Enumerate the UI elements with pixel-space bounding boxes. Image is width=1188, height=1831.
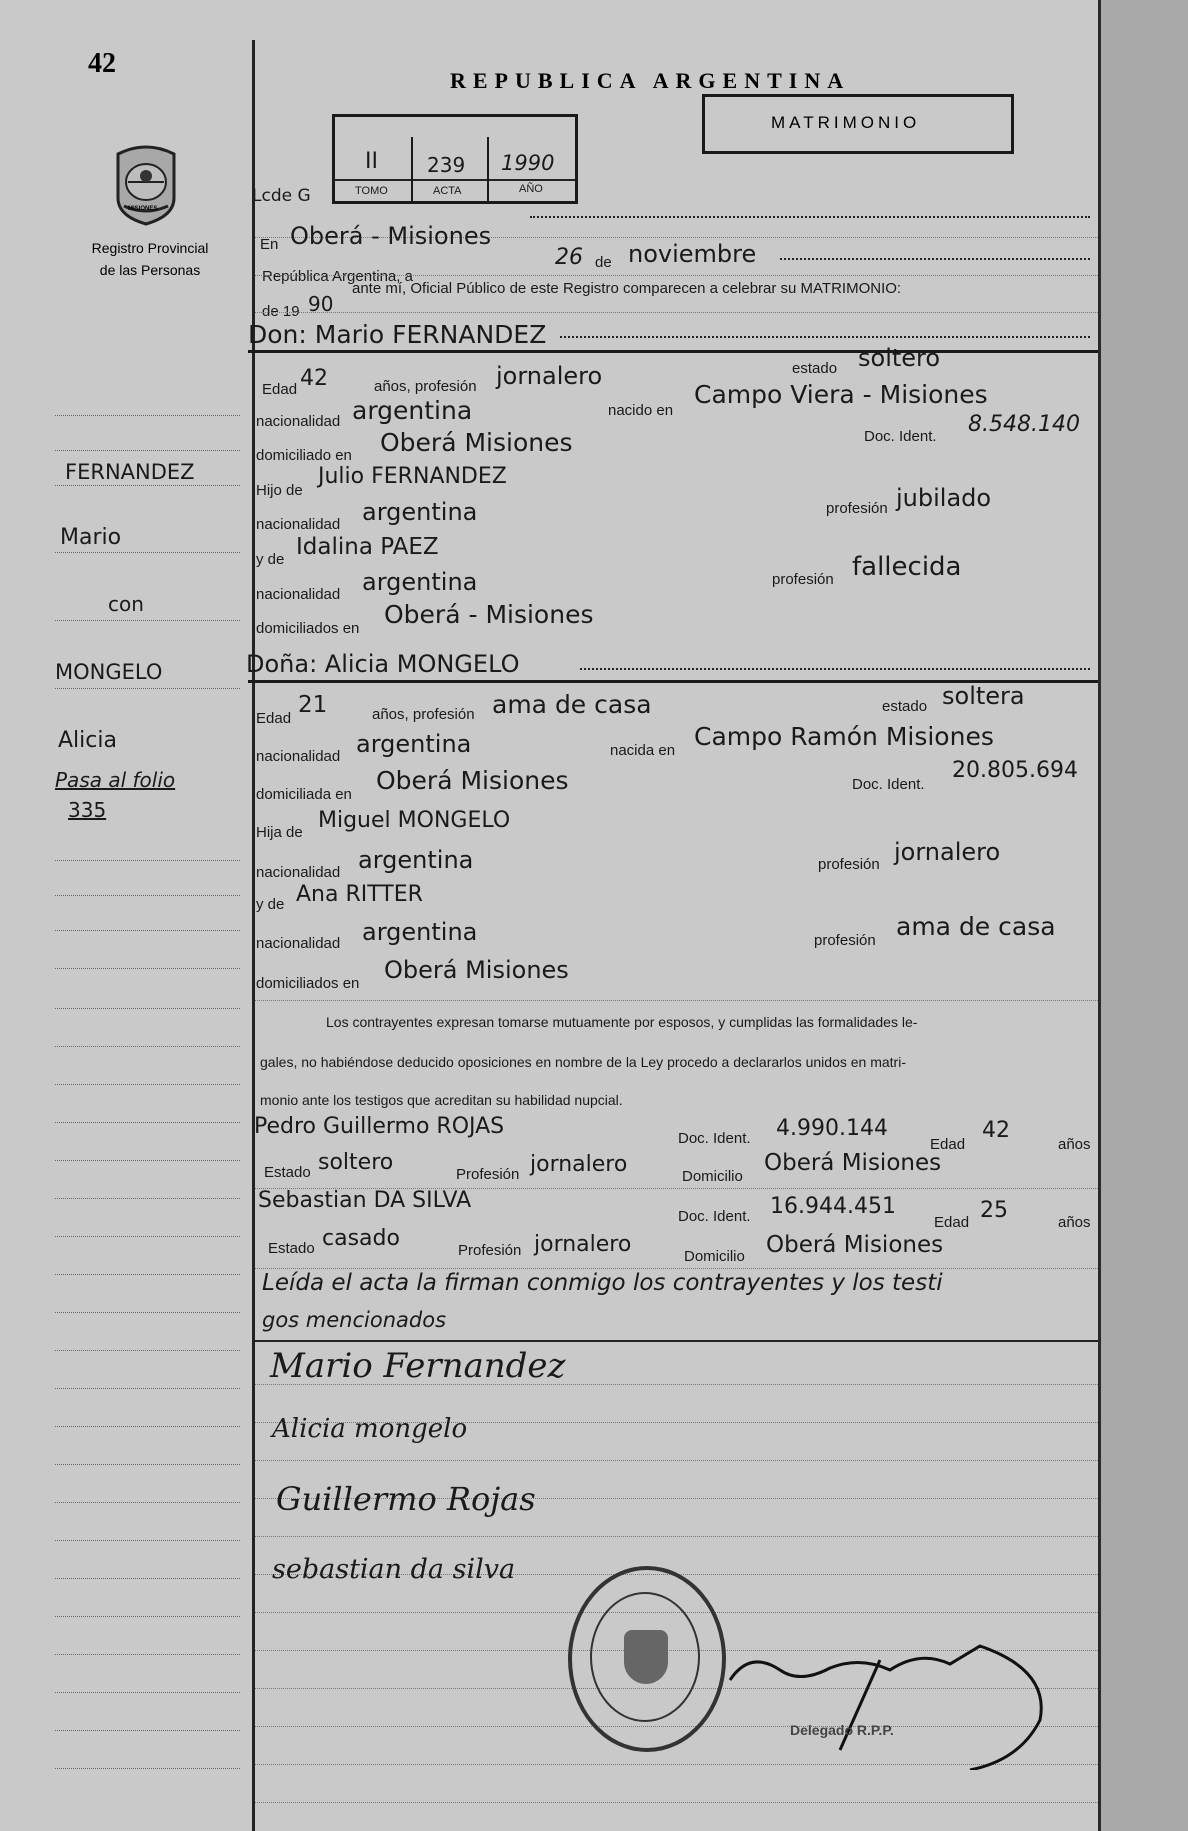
groom-section-rule — [248, 350, 1098, 353]
witness1-name: Pedro Guillermo ROJAS — [254, 1114, 505, 1139]
groom-hijo-label: Hijo de — [256, 482, 303, 499]
acta-label: ACTA — [433, 185, 462, 197]
bride-domicilio-label: domiciliada en — [256, 786, 352, 803]
groom-doc-label: Doc. Ident. — [864, 428, 937, 445]
register-box — [332, 114, 578, 204]
bride-padres-domicilio: Oberá Misiones — [384, 956, 569, 984]
margin-line — [55, 1768, 240, 1769]
groom-domicilio-label: domiciliado en — [256, 447, 352, 464]
groom-estado-label: estado — [792, 360, 838, 377]
bride-profesion: ama de casa — [492, 690, 652, 719]
margin-line — [55, 415, 240, 416]
margin-line — [55, 620, 240, 621]
groom-estado: soltero — [858, 344, 941, 372]
groom-nacido-en: Campo Viera - Misiones — [694, 380, 988, 409]
registry-name-line2: de las Personas — [99, 262, 201, 278]
groom-doc: 8.548.140 — [968, 412, 1080, 437]
witness2-signature: sebastian da silva — [272, 1554, 516, 1585]
acta-value: 239 — [427, 153, 466, 177]
year-prefix: de 19 — [262, 303, 300, 320]
groom-padre: Julio FERNANDEZ — [318, 464, 507, 489]
register-box-separator — [487, 137, 489, 201]
bride-yde-label: y de — [256, 896, 285, 913]
margin-line — [55, 485, 240, 486]
emblem-label: MISIONES — [128, 206, 158, 212]
page-edge — [1098, 0, 1101, 1831]
official-round-stamp — [568, 1566, 726, 1752]
witness1-signature: Guillermo Rojas — [276, 1480, 536, 1518]
declaration-line1: Los contrayentes expresan tomarse mutuamente por esposos, y cumplidas las formalidades le- — [326, 1014, 918, 1030]
margin-line — [55, 895, 240, 896]
witness1-prof-label: Profesión — [456, 1166, 520, 1183]
margin-line — [55, 1312, 240, 1313]
margin-line — [55, 1236, 240, 1237]
margin-line — [55, 1464, 240, 1465]
side-note: Lcde G — [252, 186, 311, 206]
witness2-name: Sebastian DA SILVA — [258, 1188, 472, 1213]
place-fill-line — [530, 216, 1090, 218]
groom-madre-profesion: fallecida — [852, 552, 962, 582]
groom-fill-line — [560, 336, 1090, 338]
groom-padre-nacionalidad: argentina — [362, 498, 478, 526]
witness1-anos: años — [1058, 1136, 1091, 1153]
margin-line — [55, 1160, 240, 1161]
form-rule — [255, 1802, 1098, 1803]
bride-madre-prof-label: profesión — [814, 932, 876, 949]
witness2-edad: 25 — [980, 1198, 1008, 1223]
groom-madre-nacionalidad: argentina — [362, 568, 478, 596]
bride-madre-nac-label: nacionalidad — [256, 935, 341, 952]
date-fill-line — [780, 258, 1090, 260]
form-rule — [255, 1460, 1098, 1461]
witness1-edad-label: Edad — [930, 1136, 966, 1153]
margin-line — [55, 1730, 240, 1731]
margin-con: con — [108, 592, 144, 616]
witness1-dom-label: Domicilio — [682, 1168, 743, 1185]
witness2-prof-label: Profesión — [458, 1242, 522, 1259]
bride-fill-line — [580, 668, 1090, 670]
bride-padres-dom-label: domiciliados en — [256, 975, 360, 992]
margin-line — [55, 860, 240, 861]
margin-surname-bride: MONGELO — [55, 660, 163, 684]
month-value: noviembre — [628, 240, 757, 268]
witness1-doc: 4.990.144 — [776, 1116, 888, 1141]
background-strip — [1100, 0, 1188, 1831]
margin-line — [55, 1046, 240, 1047]
margin-line — [55, 1198, 240, 1199]
margin-line — [55, 1654, 240, 1655]
closing-rule — [255, 1340, 1098, 1342]
groom-signature: Mario Fernandez — [270, 1346, 566, 1386]
closing-line2: gos mencionados — [262, 1308, 447, 1332]
form-rule — [255, 1268, 1098, 1269]
tomo-value: II — [365, 149, 378, 174]
witness1-profesion: jornalero — [530, 1152, 628, 1177]
bride-madre-profesion: ama de casa — [896, 912, 1056, 941]
form-rule — [255, 1000, 1098, 1001]
bride-nacionalidad-label: nacionalidad — [256, 748, 341, 765]
margin-line — [55, 1692, 240, 1693]
bride-nacionalidad: argentina — [356, 730, 472, 758]
official-signature-icon — [720, 1640, 1060, 1770]
bride-padre: Miguel MONGELO — [318, 808, 511, 833]
groom-profesion: jornalero — [496, 362, 603, 390]
republica-label: República Argentina, a — [262, 268, 413, 285]
groom-padres-dom-label: domiciliados en — [256, 620, 360, 637]
groom-anos-prof-label: años, profesión — [374, 378, 477, 395]
bride-estado-label: estado — [882, 698, 928, 715]
bride-signature: Alicia mongelo — [272, 1414, 468, 1444]
witness2-profesion: jornalero — [534, 1232, 632, 1257]
margin-line — [55, 1616, 240, 1617]
groom-nacionalidad: argentina — [352, 396, 473, 425]
register-box-separator — [411, 137, 413, 201]
margin-line — [55, 1388, 240, 1389]
anio-label: AÑO — [519, 183, 543, 195]
margin-folio-note: Pasa al folio — [55, 768, 176, 792]
witness1-estado-label: Estado — [264, 1164, 311, 1181]
groom-edad: 42 — [300, 366, 328, 391]
stamp-emblem-icon — [624, 1630, 668, 1684]
en-label: En — [260, 236, 279, 253]
witness2-domicilio: Oberá Misiones — [766, 1232, 944, 1258]
bride-padre-nacionalidad: argentina — [358, 846, 474, 874]
groom-domicilio: Oberá Misiones — [380, 428, 573, 457]
declaration-line2: gales, no habiéndose deducido oposiciones en nombre de la Ley procedo a declararlos unidos en matri- — [260, 1054, 906, 1070]
margin-line — [55, 930, 240, 931]
margin-line — [55, 1084, 240, 1085]
witness1-edad: 42 — [982, 1118, 1010, 1143]
intro-text: ante mí, Oficial Público de este Registro comparecen a celebrar su MATRIMONIO: — [352, 280, 902, 297]
margin-surname-groom: FERNANDEZ — [65, 460, 195, 484]
bride-madre: Ana RITTER — [296, 882, 423, 907]
day-value: 26 — [555, 245, 583, 270]
bride-nacida-en: Campo Ramón Misiones — [694, 722, 994, 751]
anio-value: 1990 — [501, 151, 555, 175]
form-rule — [255, 312, 1098, 313]
margin-name-bride: Alicia — [58, 728, 117, 753]
bride-padre-profesion: jornalero — [894, 838, 1001, 866]
groom-nacido-label: nacido en — [608, 402, 674, 419]
groom-madre: Idalina PAEZ — [296, 534, 439, 560]
witness2-anos: años — [1058, 1214, 1091, 1231]
margin-folio-number: 335 — [68, 798, 107, 822]
groom-padres-domicilio: Oberá - Misiones — [384, 600, 594, 629]
groom-yde-label: y de — [256, 551, 285, 568]
bride-edad: 21 — [298, 692, 328, 718]
place-value: Oberá - Misiones — [290, 222, 492, 250]
margin-line — [55, 688, 240, 689]
bride-doc: 20.805.694 — [952, 758, 1078, 783]
tomo-label: TOMO — [355, 185, 388, 197]
witness2-doc: 16.944.451 — [770, 1194, 896, 1219]
witness1-estado: soltero — [318, 1150, 394, 1175]
witness2-estado-label: Estado — [268, 1240, 315, 1257]
margin-line — [55, 1540, 240, 1541]
country-title: REPUBLICA ARGENTINA — [450, 68, 851, 93]
margin-line — [55, 1122, 240, 1123]
coat-of-arms-emblem — [110, 140, 182, 226]
margin-line — [55, 1350, 240, 1351]
groom-name-line: Don: Mario FERNANDEZ — [248, 320, 547, 349]
witness1-domicilio: Oberá Misiones — [764, 1150, 942, 1176]
margin-name-groom: Mario — [60, 525, 122, 550]
groom-madre-nac-label: nacionalidad — [256, 586, 341, 603]
groom-nacionalidad-label: nacionalidad — [256, 413, 341, 430]
witness2-edad-label: Edad — [934, 1214, 970, 1231]
witness2-doc-label: Doc. Ident. — [678, 1208, 751, 1225]
margin-line — [55, 552, 240, 553]
bride-anos-prof-label: años, profesión — [372, 706, 475, 723]
year-suffix: 90 — [308, 292, 334, 316]
margin-line — [55, 1274, 240, 1275]
bride-estado: soltera — [942, 682, 1025, 710]
groom-padre-prof-label: profesión — [826, 500, 888, 517]
margin-line — [55, 1426, 240, 1427]
declaration-line3: monio ante los testigos que acreditan su habilidad nupcial. — [260, 1092, 623, 1108]
document-type: MATRIMONIO — [771, 113, 921, 132]
bride-domicilio: Oberá Misiones — [376, 766, 569, 795]
groom-madre-prof-label: profesión — [772, 571, 834, 588]
bride-padre-nac-label: nacionalidad — [256, 864, 341, 881]
bride-madre-nacionalidad: argentina — [362, 918, 478, 946]
bride-hija-label: Hija de — [256, 824, 303, 841]
register-box-divider — [335, 179, 575, 181]
bride-padre-prof-label: profesión — [818, 856, 880, 873]
witness2-dom-label: Domicilio — [684, 1248, 745, 1265]
margin-line — [55, 968, 240, 969]
bride-doc-label: Doc. Ident. — [852, 776, 925, 793]
groom-edad-label: Edad — [262, 381, 298, 398]
de-label: de — [595, 254, 612, 271]
form-rule — [255, 1536, 1098, 1537]
closing-line1: Leída el acta la firman conmigo los contrayentes y los testi — [262, 1270, 943, 1296]
margin-line — [55, 1578, 240, 1579]
witness1-doc-label: Doc. Ident. — [678, 1130, 751, 1147]
margin-line — [55, 450, 240, 451]
groom-padre-nac-label: nacionalidad — [256, 516, 341, 533]
margin-divider — [252, 40, 255, 1831]
form-rule — [255, 275, 1098, 276]
bride-edad-label: Edad — [256, 710, 292, 727]
margin-line — [55, 1502, 240, 1503]
page-number: 42 — [88, 48, 116, 79]
margin-line — [55, 1008, 240, 1009]
witness2-estado: casado — [322, 1226, 400, 1251]
stamp-official-title: Delegado R.P.P. — [790, 1722, 894, 1738]
bride-name-line: Doña: Alicia MONGELO — [246, 650, 520, 678]
groom-padre-profesion: jubilado — [896, 484, 992, 512]
matrimonio-box — [702, 94, 1014, 154]
registry-name-line1: Registro Provincial — [91, 240, 209, 256]
bride-nacida-label: nacida en — [610, 742, 676, 759]
